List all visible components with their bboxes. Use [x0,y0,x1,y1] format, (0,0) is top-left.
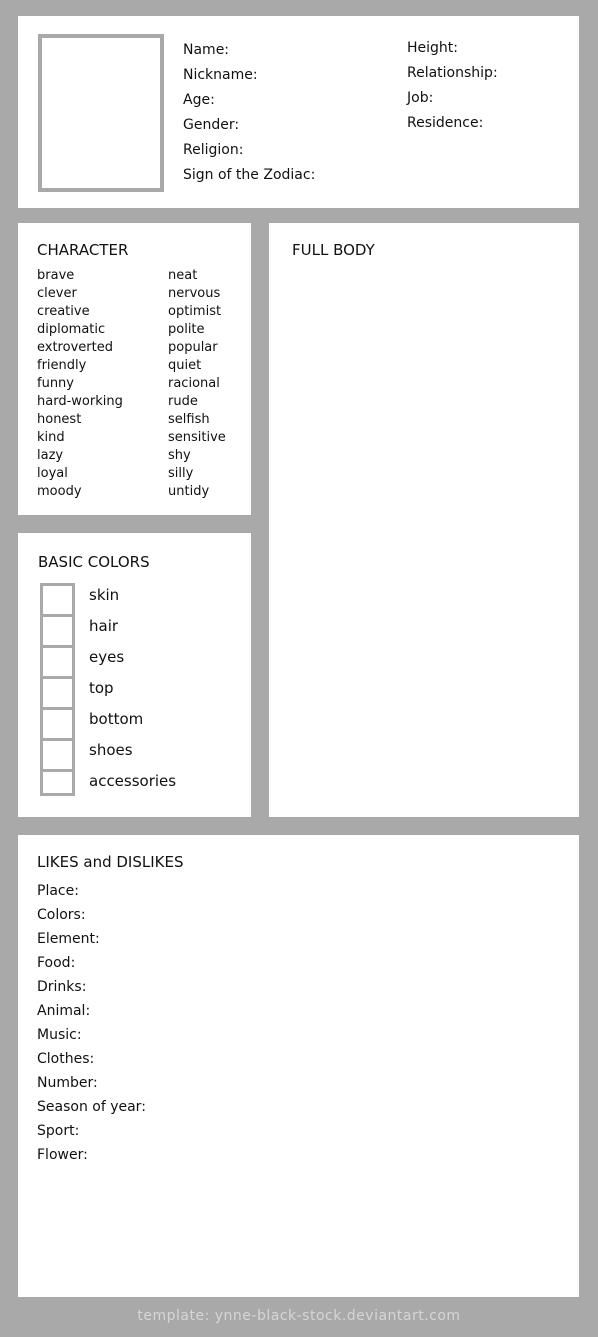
trait-item: brave [37,268,75,283]
top-color-swatch [43,679,72,710]
basic-colors-title: BASIC COLORS [38,553,150,571]
trait-item: loyal [37,466,68,481]
trait-item: nervous [168,286,221,301]
like-item: Food: [37,955,76,971]
trait-item: creative [37,304,90,319]
like-item: Animal: [37,1003,91,1019]
trait-item: shy [168,448,191,463]
color-label: eyes [89,648,125,666]
like-item: Sport: [37,1123,80,1139]
color-label: accessories [89,772,177,790]
trait-item: lazy [37,448,64,463]
skin-color-swatch [43,586,72,617]
like-item: Flower: [37,1147,88,1163]
trait-item: extroverted [37,340,113,355]
trait-item: quiet [168,358,202,373]
hair-color-swatch [43,617,72,648]
bottom-color-swatch [43,710,72,741]
template-credit: template: ynne-black-stock.deviantart.com [137,1308,461,1324]
trait-item: polite [168,322,205,337]
like-item: Element: [37,931,100,947]
trait-item: funny [37,376,74,391]
like-item: Number: [37,1075,98,1091]
like-item: Place: [37,883,79,899]
profile-panel [18,16,579,208]
religion-field-label: Religion: [183,142,244,158]
trait-item: clever [37,286,77,301]
age-field-label: Age: [183,92,215,108]
profile-fields-left [183,38,315,188]
trait-item: popular [168,340,218,355]
profile-fields-right [407,36,498,136]
full-body-title: FULL BODY [292,241,375,259]
trait-item: kind [37,430,65,445]
trait-item: neat [168,268,198,283]
shoes-color-swatch [43,741,72,772]
job-field-label: Job: [407,90,434,106]
likes-dislikes-panel [18,835,579,1297]
like-item: Music: [37,1027,82,1043]
color-label: skin [89,586,120,604]
nickname-field-label: Nickname: [183,67,258,83]
trait-item: selfish [168,412,210,427]
trait-item: optimist [168,304,222,319]
gender-field-label: Gender: [183,117,240,133]
color-label-list [89,580,176,797]
relationship-field-label: Relationship: [407,65,498,81]
color-label: hair [89,617,119,635]
like-item: Season of year: [37,1099,146,1115]
trait-item: sensitive [168,430,226,445]
portrait-frame [38,34,164,192]
full-body-panel [269,223,579,817]
trait-item: moody [37,484,82,499]
trait-item: diplomatic [37,322,106,337]
character-panel [18,223,251,515]
name-field-label: Name: [183,42,230,58]
color-label: bottom [89,710,144,728]
eyes-color-swatch [43,648,72,679]
color-swatch-column [40,583,75,796]
trait-item: rude [168,394,198,409]
character-column-1 [37,267,123,501]
trait-item: racional [168,376,220,391]
color-label: shoes [89,741,133,759]
likes-list [37,879,146,1167]
like-item: Clothes: [37,1051,95,1067]
likes-dislikes-title: LIKES and DISLIKES [37,853,184,871]
basic-colors-panel [18,533,251,817]
accessories-color-swatch [43,772,72,799]
height-field-label: Height: [407,40,458,56]
character-title: CHARACTER [37,241,129,259]
trait-item: honest [37,412,82,427]
like-item: Drinks: [37,979,87,995]
like-item: Colors: [37,907,86,923]
character-column-2 [168,267,226,501]
trait-item: friendly [37,358,87,373]
color-label: top [89,679,114,697]
trait-item: silly [168,466,194,481]
trait-item: untidy [168,484,210,499]
zodiac-field-label: Sign of the Zodiac: [183,167,316,183]
residence-field-label: Residence: [407,115,484,131]
trait-item: hard-working [37,394,123,409]
